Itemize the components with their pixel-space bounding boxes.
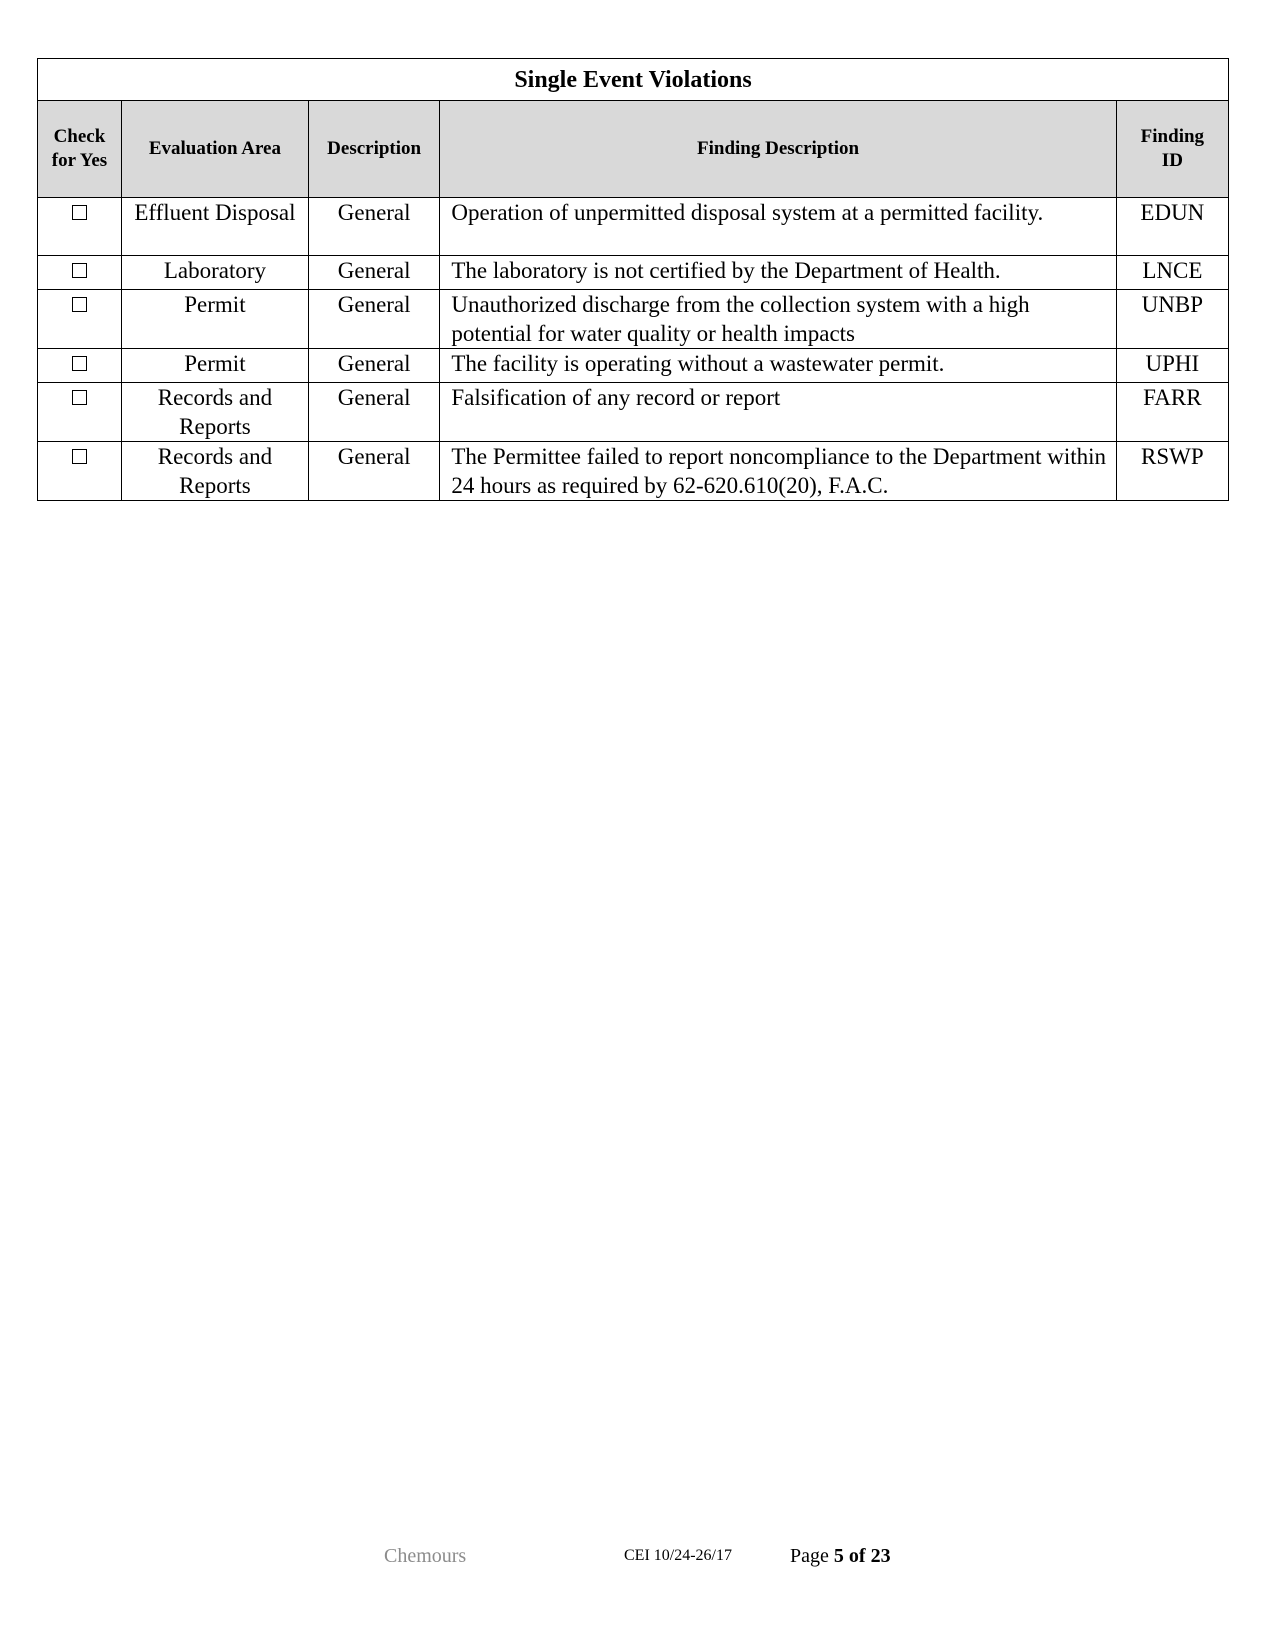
single-event-violations-table (37, 58, 1229, 501)
finding-id-cell: UNBP (1116, 290, 1228, 349)
finding-id-cell: FARR (1116, 383, 1228, 442)
table-row (38, 349, 1229, 383)
header-evaluation-area: Evaluation Area (121, 101, 308, 198)
table-row (38, 256, 1229, 290)
check-cell (38, 349, 122, 383)
checkbox[interactable] (72, 205, 87, 220)
table-row (38, 198, 1229, 256)
finding-description-cell: The laboratory is not certified by the Department of Health. (440, 256, 1116, 290)
footer-page-number (790, 1541, 891, 1571)
finding-description-cell: The Permittee failed to report noncompliance to the Department within 24 hours as required by 62-620.610(20), F.A.C. (440, 442, 1116, 501)
check-cell (38, 383, 122, 442)
evaluation-area-cell: Permit (121, 290, 308, 349)
page-current: 5 (833, 1545, 844, 1567)
finding-id-cell: LNCE (1116, 256, 1228, 290)
page-total: 23 (870, 1545, 891, 1567)
table-title: Single Event Violations (38, 59, 1229, 101)
description-cell: General (308, 198, 439, 256)
check-cell (38, 198, 122, 256)
finding-id-cell: EDUN (1116, 198, 1228, 256)
evaluation-area-cell: Permit (121, 349, 308, 383)
checkbox[interactable] (72, 356, 87, 371)
description-cell: General (308, 442, 439, 501)
checkbox[interactable] (72, 449, 87, 464)
evaluation-area-cell: Records and Reports (121, 442, 308, 501)
evaluation-area-cell: Records and Reports (121, 383, 308, 442)
page-label: Page (790, 1545, 829, 1567)
check-cell (38, 442, 122, 501)
table-row (38, 383, 1229, 442)
header-check-for-yes: Check for Yes (38, 101, 122, 198)
evaluation-area-cell: Effluent Disposal (121, 198, 308, 256)
finding-description-cell: Operation of unpermitted disposal system at a permitted facility. (440, 198, 1116, 256)
table-row (38, 442, 1229, 501)
header-description: Description (308, 101, 439, 198)
description-cell: General (308, 290, 439, 349)
finding-id-cell: UPHI (1116, 349, 1228, 383)
checkbox[interactable] (72, 297, 87, 312)
table-row (38, 290, 1229, 349)
checkbox[interactable] (72, 263, 87, 278)
footer-company: Chemours (384, 1545, 467, 1567)
description-cell: General (308, 383, 439, 442)
finding-description-cell: The facility is operating without a wastewater permit. (440, 349, 1116, 383)
header-finding-id: Finding ID (1116, 101, 1228, 198)
check-cell (38, 256, 122, 290)
checkbox[interactable] (72, 390, 87, 405)
finding-description-cell: Unauthorized discharge from the collection system with a high potential for water quality or health impacts (440, 290, 1116, 349)
footer-cei-date: CEI 10/24-26/17 (624, 1547, 732, 1564)
finding-description-cell: Falsification of any record or report (440, 383, 1116, 442)
page-of: of (848, 1545, 866, 1567)
description-cell: General (308, 349, 439, 383)
finding-id-cell: RSWP (1116, 442, 1228, 501)
description-cell: General (308, 256, 439, 290)
header-finding-description: Finding Description (440, 101, 1116, 198)
evaluation-area-cell: Laboratory (121, 256, 308, 290)
check-cell (38, 290, 122, 349)
